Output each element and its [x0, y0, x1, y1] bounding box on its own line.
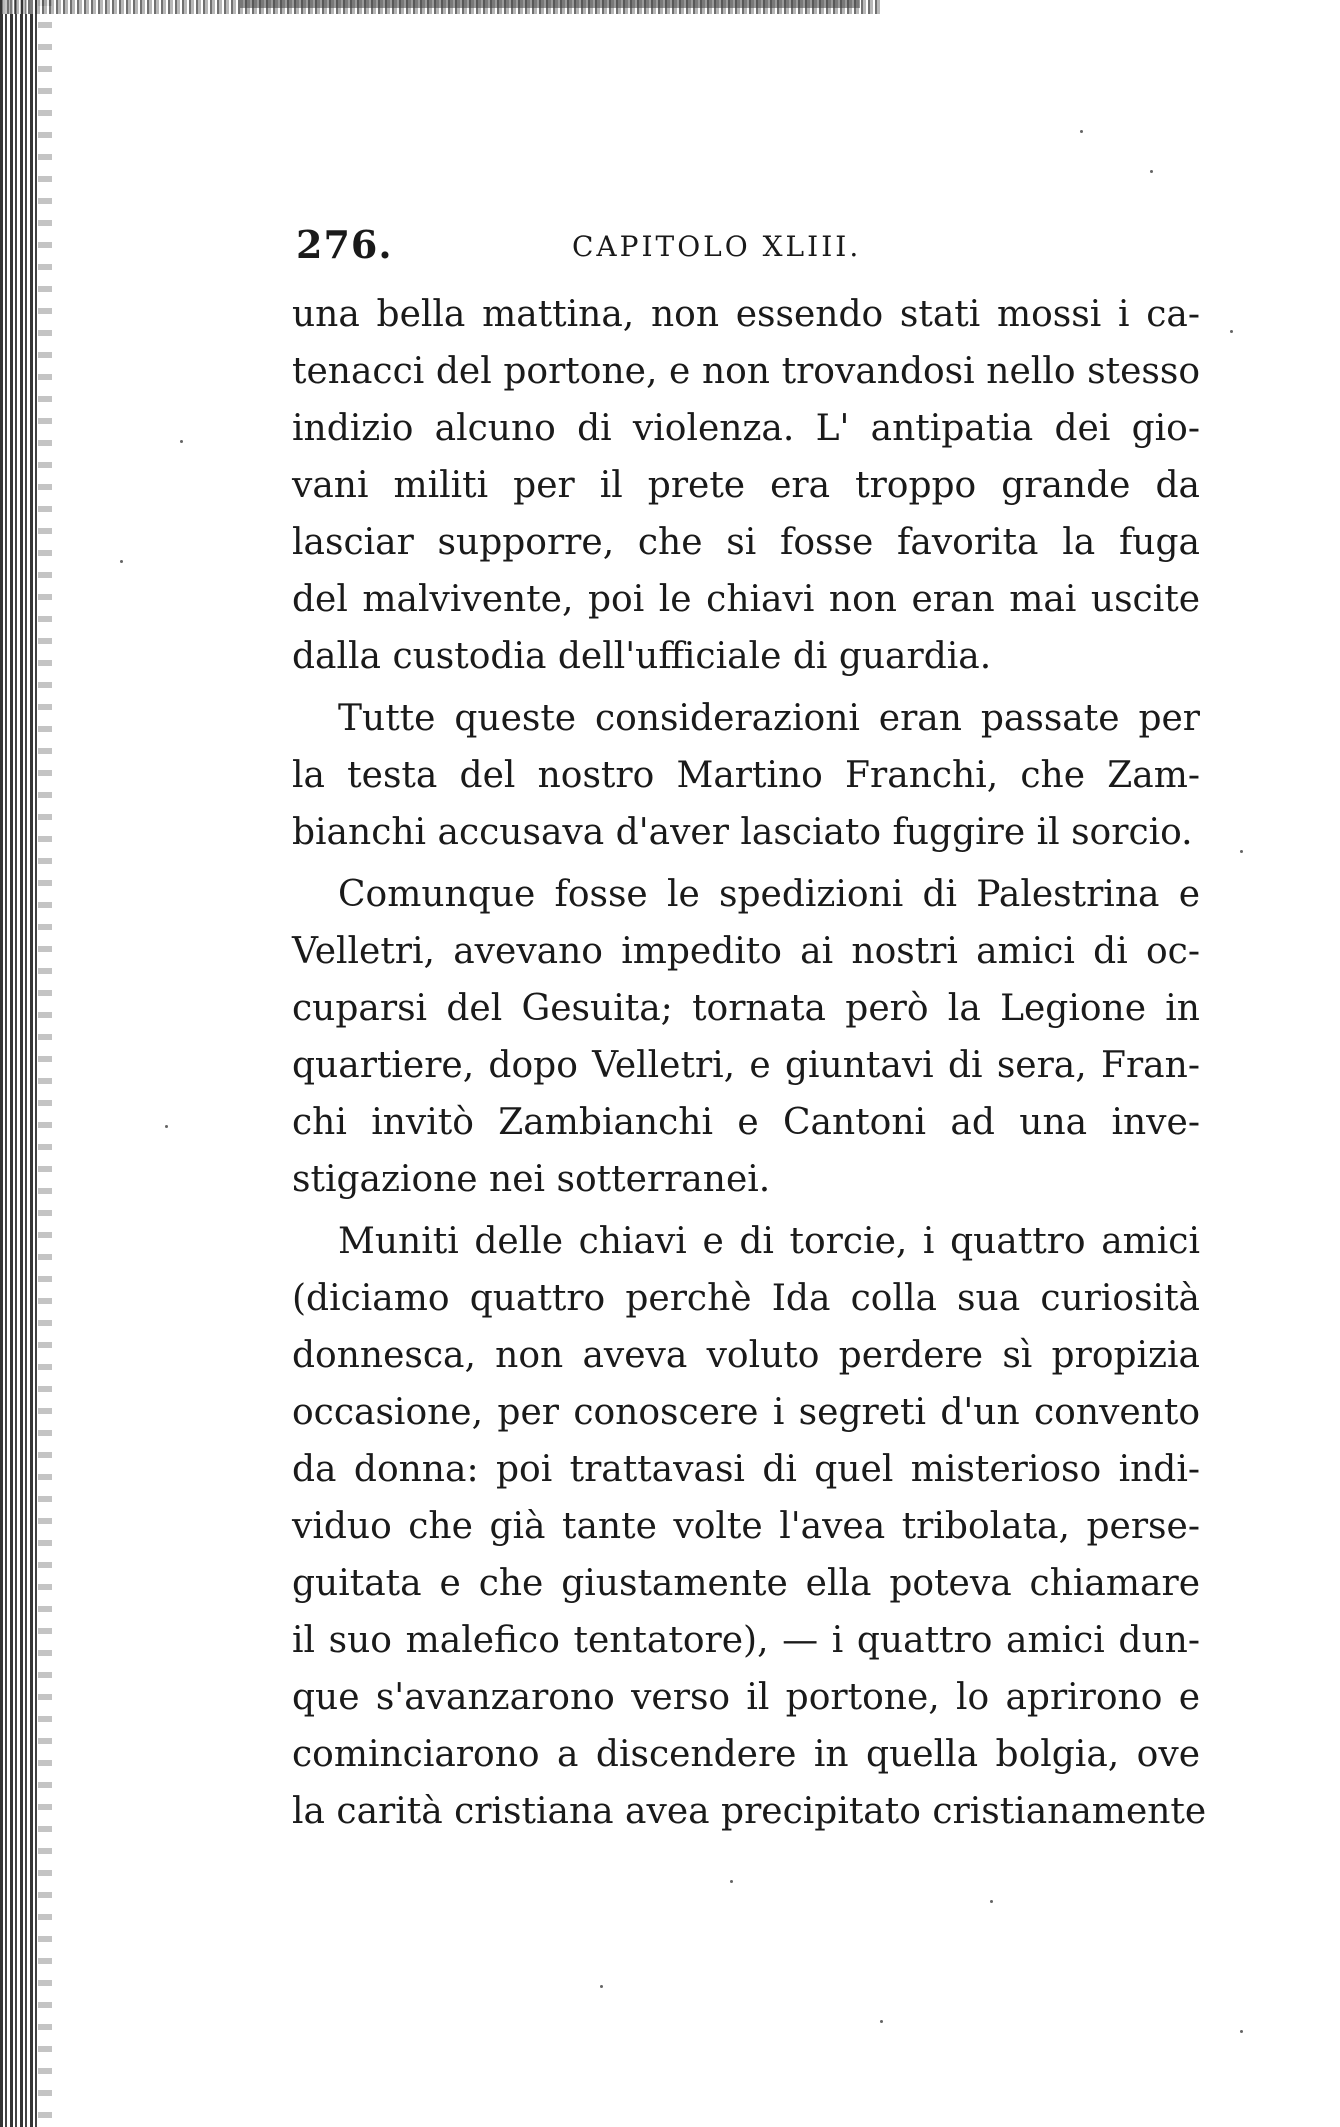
text-line: occasione, per conoscere i segreti d'un convento: [292, 1392, 1200, 1433]
body-text: [292, 286, 1207, 1840]
page-number: 276.: [296, 222, 393, 267]
scan-speck: [1230, 330, 1233, 333]
text-line: cuparsi del Gesuita; tornata però la Legione in: [292, 988, 1200, 1029]
text-line: la testa del nostro Martino Franchi, che Zam-: [292, 755, 1200, 796]
text-line: vani militi per il prete era troppo grande da: [292, 465, 1200, 506]
text-line: lasciar supporre, che si fosse favorita la fuga: [292, 522, 1200, 563]
text-line: da donna: poi trattavasi di quel misterioso indi-: [292, 1449, 1200, 1490]
text-line: (diciamo quattro perchè Ida colla sua curiosità: [292, 1278, 1200, 1319]
text-line: dalla custodia dell'ufficiale di guardia.: [292, 636, 992, 677]
scan-speck: [120, 560, 123, 563]
scan-speck: [990, 1900, 993, 1903]
text-line: chi invitò Zambianchi e Cantoni ad una inve-: [292, 1102, 1200, 1143]
scan-speck: [730, 1880, 733, 1883]
text-line: quartiere, dopo Velletri, e giuntavi di sera, Fran-: [292, 1045, 1200, 1086]
binding-edge: [0, 0, 38, 2127]
paragraph: [292, 1213, 1207, 1840]
scan-speck: [1080, 130, 1083, 133]
binding-shadow: [38, 0, 52, 2127]
text-line: il suo malefico tentatore), — i quattro amici dun-: [292, 1620, 1200, 1661]
scan-speck: [1240, 2030, 1243, 2033]
text-line: la carità cristiana avea precipitato cristianamente: [292, 1791, 1207, 1832]
text-line: tenacci del portone, e non trovandosi nello stesso: [292, 351, 1200, 392]
scan-speck: [165, 1125, 168, 1128]
text-line: Velletri, avevano impedito ai nostri amici di oc-: [292, 931, 1200, 972]
text-line: stigazione nei sotterranei.: [292, 1159, 771, 1200]
text-line: Tutte queste considerazioni eran passate per: [338, 698, 1200, 739]
text-line: del malvivente, poi le chiavi non eran mai uscite: [292, 579, 1200, 620]
top-scan-band: [240, 0, 860, 8]
scan-speck: [180, 440, 183, 443]
chapter-title: CAPITOLO XLIII.: [572, 230, 862, 263]
scan-speck: [880, 2020, 883, 2023]
paragraph: [292, 866, 1200, 1208]
text-line: Muniti delle chiavi e di torcie, i quattro amici: [338, 1221, 1200, 1262]
text-line: cominciarono a discendere in quella bolgia, ove: [292, 1734, 1200, 1775]
text-line: viduo che già tante volte l'avea tribolata, perse-: [292, 1506, 1200, 1547]
text-line: que s'avanzarono verso il portone, lo aprirono e: [292, 1677, 1200, 1718]
text-line: una bella mattina, non essendo stati mossi i ca-: [292, 294, 1200, 335]
running-head: [296, 222, 1196, 266]
text-line: Comunque fosse le spedizioni di Palestrina e: [338, 874, 1200, 915]
text-line: guitata e che giustamente ella poteva chiamare: [292, 1563, 1200, 1604]
scan-speck: [1150, 170, 1153, 173]
paragraph: [292, 286, 1200, 685]
scan-speck: [600, 1985, 603, 1988]
text-line: donnesca, non aveva voluto perdere sì propizia: [292, 1335, 1200, 1376]
text-line: bianchi accusava d'aver lasciato fuggire il sorcio.: [292, 812, 1193, 853]
text-line: indizio alcuno di violenza. L' antipatia dei gio-: [292, 408, 1200, 449]
paragraph: [292, 690, 1200, 861]
scan-speck: [1240, 850, 1243, 853]
